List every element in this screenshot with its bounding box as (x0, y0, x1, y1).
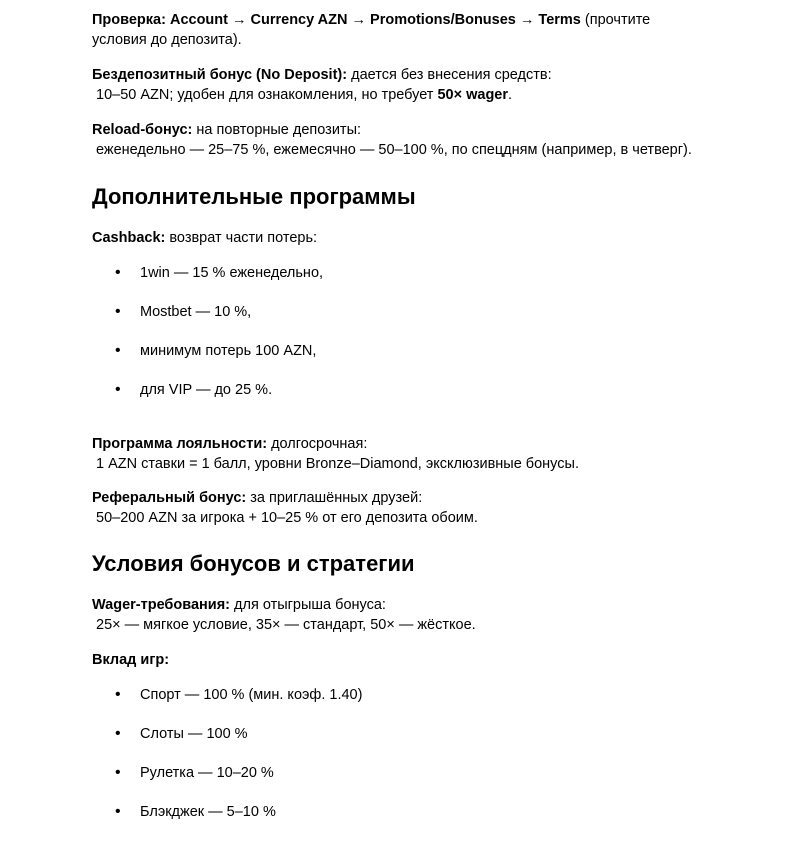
wager-label: Wager-требования: (92, 597, 230, 613)
no-deposit-wager: 50× wager (437, 87, 509, 103)
list-item: • Блэкджек — 5–10 % (92, 802, 792, 822)
check-note: (прочтите (580, 12, 651, 28)
list-item: • Слоты — 100 % (92, 724, 792, 744)
cashback-label: Cashback: (92, 230, 166, 246)
referral-label: Реферальный бонус: (92, 490, 247, 506)
check-line2: условия до депозита). (92, 32, 242, 48)
reload-label: Reload-бонус: (92, 122, 193, 138)
wager-text1: для отыгрыша бонуса: (230, 597, 386, 613)
loyalty-label: Программа лояльности: (92, 436, 268, 452)
loyalty-text2: 1 AZN ставки = 1 балл, уровни Bronze–Diamond, эксклюзивные бонусы. (96, 456, 579, 472)
section-title-programs: Дополнительные программы (92, 184, 416, 209)
reload-paragraph (92, 120, 792, 160)
no-deposit-text3: . (508, 87, 513, 103)
reload-text1: на повторные депозиты: (192, 122, 362, 138)
no-deposit-paragraph (92, 65, 792, 105)
cashback-text: возврат части потерь: (165, 230, 318, 246)
list-item: • минимум потерь 100 AZN, (92, 341, 792, 361)
referral-paragraph (92, 488, 792, 528)
wager-text2: 25× — мягкое условие, 35× — стандарт, 50× — жёсткое. (96, 617, 476, 633)
referral-text1: за приглашённых друзей: (246, 490, 423, 506)
reload-text2: еженедельно — 25–75 %, ежемесячно — 50–100 %, по спецдням (например, в четверг). (96, 142, 692, 158)
list-item: • 1win — 15 % еженедельно, (92, 263, 792, 283)
loyalty-text1: долгосрочная: (267, 436, 368, 452)
document-body (92, 10, 792, 822)
games-paragraph (92, 650, 792, 670)
check-paragraph (92, 10, 792, 50)
check-path: Account → Currency AZN → Promotions/Bonuses → Terms (169, 12, 581, 28)
section-title-conditions: Условия бонусов и стратегии (92, 551, 415, 576)
list-item: • для VIP — до 25 %. (92, 380, 792, 400)
games-label: Вклад игр: (92, 652, 170, 668)
referral-text2: 50–200 AZN за игрока + 10–25 % от его депозита обоим. (96, 510, 478, 526)
games-list (92, 685, 792, 822)
list-item: • Mostbet — 10 %, (92, 302, 792, 322)
wager-paragraph (92, 595, 792, 635)
loyalty-paragraph (92, 434, 792, 474)
list-item: • Рулетка — 10–20 % (92, 763, 792, 783)
no-deposit-text2: 10–50 AZN; удобен для ознакомления, но требует (96, 87, 438, 103)
cashback-paragraph (92, 228, 792, 248)
check-label: Проверка: (92, 12, 166, 28)
cashback-list (92, 263, 792, 400)
no-deposit-text1: дается без внесения средств: (347, 67, 552, 83)
list-item: • Спорт — 100 % (мин. коэф. 1.40) (92, 685, 792, 705)
no-deposit-label: Бездепозитный бонус (No Deposit): (92, 67, 348, 83)
